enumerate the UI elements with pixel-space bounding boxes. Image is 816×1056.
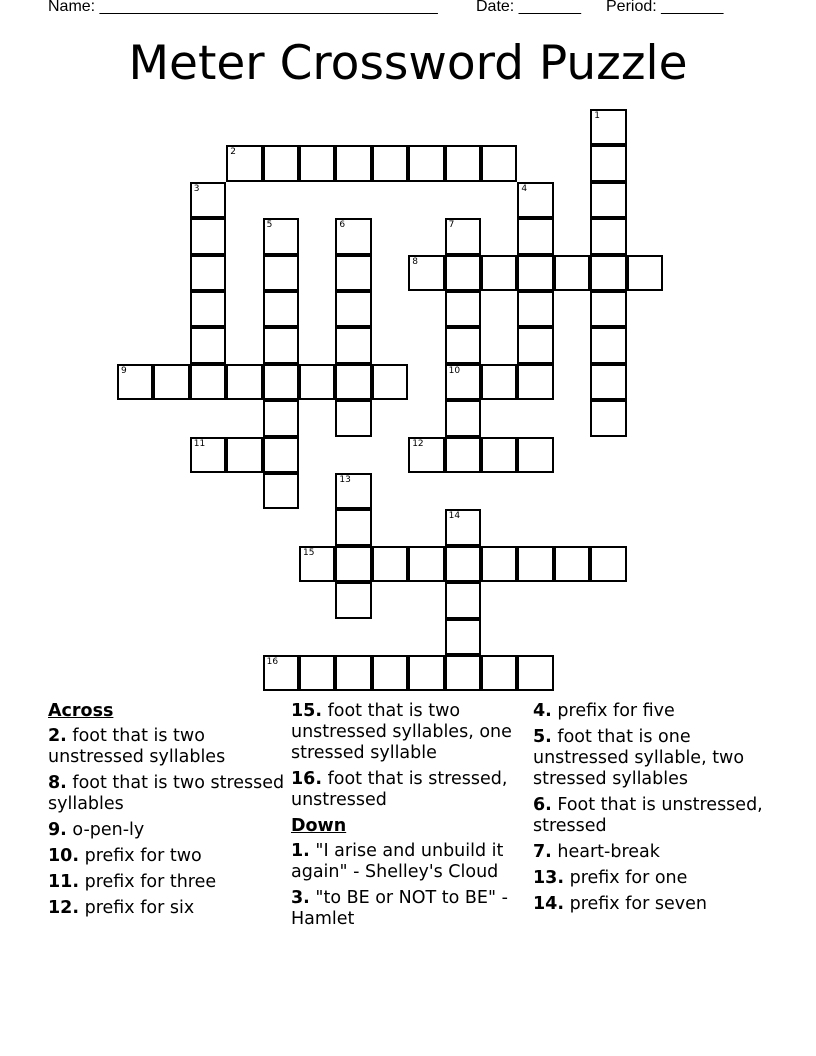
grid-cell[interactable] [335,327,371,363]
grid-cell[interactable] [590,400,626,436]
date-field[interactable]: Date: _______ [476,0,581,15]
grid-cell[interactable] [517,327,553,363]
clue-number: 5 [266,220,273,231]
grid-cell[interactable] [481,437,517,473]
grid-cell[interactable] [408,546,444,582]
grid-cell[interactable] [590,364,626,400]
clue-number: 11 [193,438,206,449]
grid-cell[interactable] [445,364,481,400]
grid-cell[interactable] [627,255,663,291]
grid-cell[interactable] [445,145,481,181]
clue-number: 1 [594,111,600,121]
grid-cell[interactable] [299,655,335,691]
down-heading: Down [291,816,347,836]
clue-down-14: 14. prefix for seven [533,894,707,914]
grid-cell[interactable] [481,255,517,291]
grid-cell[interactable] [408,437,444,473]
clue-number: 16 [266,657,279,667]
grid-cell[interactable] [590,255,626,291]
grid-cell[interactable] [335,546,371,582]
clue-down-13: 13. prefix for one [533,868,688,888]
clue-number: 3 [193,183,200,194]
clue-down-3: 3. "to BE or NOT to BE" - Hamlet [291,888,508,929]
grid-cell[interactable] [481,655,517,691]
clue-number: 8 [412,256,418,267]
grid-cell[interactable] [335,473,371,509]
grid-cell[interactable] [554,546,590,582]
grid-cell[interactable] [445,582,481,618]
grid-cell[interactable] [335,364,371,400]
grid-cell[interactable] [335,255,371,291]
grid-cell[interactable] [190,182,226,218]
clue-number: 10 [448,365,461,376]
clue-across-15: 15. foot that is two unstressed syllables, one stressed syllable [291,701,512,763]
grid-cell[interactable] [445,218,481,254]
grid-cell[interactable] [590,218,626,254]
clue-across-9: 9. o-pen-ly [48,820,145,840]
clue-down-6: 6. Foot that is unstressed, stressed [533,795,763,836]
grid-cell[interactable] [517,218,553,254]
grid-cell[interactable] [299,546,335,582]
across-heading: Across [48,701,114,721]
grid-cell[interactable] [335,145,371,181]
clue-across-10: 10. prefix for two [48,846,202,866]
clue-number: 14 [448,511,461,522]
grid-cell[interactable] [335,291,371,327]
clues-column-1 [48,701,288,924]
grid-cell[interactable] [445,546,481,582]
grid-cell[interactable] [554,255,590,291]
grid-cell[interactable] [190,255,226,291]
clue-down-5: 5. foot that is one unstressed syllable, two stressed syllables [533,727,745,789]
grid-cell[interactable] [335,400,371,436]
grid-cell[interactable] [263,218,299,254]
grid-cell[interactable] [190,327,226,363]
clue-across-2: 2. foot that is two unstressed syllables [48,726,226,767]
grid-cell[interactable] [590,546,626,582]
grid-cell[interactable] [517,546,553,582]
grid-cell[interactable] [590,145,626,181]
period-field[interactable]: Period: _______ [606,0,724,15]
clue-number: 9 [121,365,127,376]
grid-cell[interactable] [590,109,626,145]
grid-cell[interactable] [190,437,226,473]
grid-cell[interactable] [517,255,553,291]
grid-cell[interactable] [445,655,481,691]
clue-number: 6 [339,220,346,231]
grid-cell[interactable] [190,218,226,254]
grid-cell[interactable] [190,364,226,400]
grid-cell[interactable] [408,145,444,181]
grid-cell[interactable] [226,364,262,400]
grid-cell[interactable] [481,145,517,181]
grid-cell[interactable] [263,655,299,691]
grid-cell[interactable] [517,655,553,691]
grid-cell[interactable] [590,327,626,363]
grid-cell[interactable] [517,364,553,400]
grid-cell[interactable] [590,182,626,218]
grid-cell[interactable] [299,364,335,400]
grid-cell[interactable] [335,655,371,691]
grid-cell[interactable] [226,437,262,473]
clues-column-3 [533,701,773,920]
clue-number: 15 [303,547,315,558]
grid-cell[interactable] [445,509,481,545]
grid-cell[interactable] [372,655,408,691]
clue-number: 7 [448,220,455,231]
grid-cell[interactable] [590,291,626,327]
clue-number: 12 [412,438,424,449]
grid-cell[interactable] [408,655,444,691]
clue-down-1: 1. "I arise and unbuild it again" - Shelley's Cloud [291,841,504,882]
clue-across-12: 12. prefix for six [48,898,195,918]
grid-cell[interactable] [190,291,226,327]
grid-cell[interactable] [481,364,517,400]
grid-cell[interactable] [263,327,299,363]
clue-down-4: 4. prefix for five [533,701,675,721]
grid-cell[interactable] [445,327,481,363]
grid-cell[interactable] [445,400,481,436]
grid-cell[interactable] [445,619,481,655]
page-title: Meter Crossword Puzzle [128,36,688,91]
grid-cell[interactable] [263,255,299,291]
grid-cell[interactable] [335,509,371,545]
grid-cell[interactable] [153,364,189,400]
grid-cell[interactable] [517,182,553,218]
grid-cell[interactable] [263,437,299,473]
clue-number: 4 [521,183,528,194]
clue-number: 13 [339,475,351,485]
clue-across-16: 16. foot that is stressed, unstressed [291,769,508,810]
grid-cell[interactable] [335,582,371,618]
clue-number: 2 [230,147,236,158]
clue-across-8: 8. foot that is two stressed syllables [48,773,285,814]
grid-cell[interactable] [372,364,408,400]
grid-cell[interactable] [117,364,153,400]
grid-cell[interactable] [263,145,299,181]
clue-down-7: 7. heart-break [533,842,660,862]
clues-column-2 [291,701,523,935]
grid-cell[interactable] [445,255,481,291]
grid-cell[interactable] [263,364,299,400]
grid-cell[interactable] [335,218,371,254]
grid-cell[interactable] [263,400,299,436]
grid-cell[interactable] [372,145,408,181]
grid-cell[interactable] [481,546,517,582]
grid-cell[interactable] [445,291,481,327]
grid-cell[interactable] [263,473,299,509]
grid-cell[interactable] [372,546,408,582]
grid-cell[interactable] [263,291,299,327]
name-field[interactable]: Name: ______________________________________ [48,0,438,15]
grid-cell[interactable] [408,255,444,291]
grid-cell[interactable] [445,437,481,473]
grid-cell[interactable] [226,145,262,181]
grid-cell[interactable] [517,291,553,327]
grid-cell[interactable] [299,145,335,181]
clue-across-11: 11. prefix for three [48,872,217,892]
grid-cell[interactable] [517,437,553,473]
